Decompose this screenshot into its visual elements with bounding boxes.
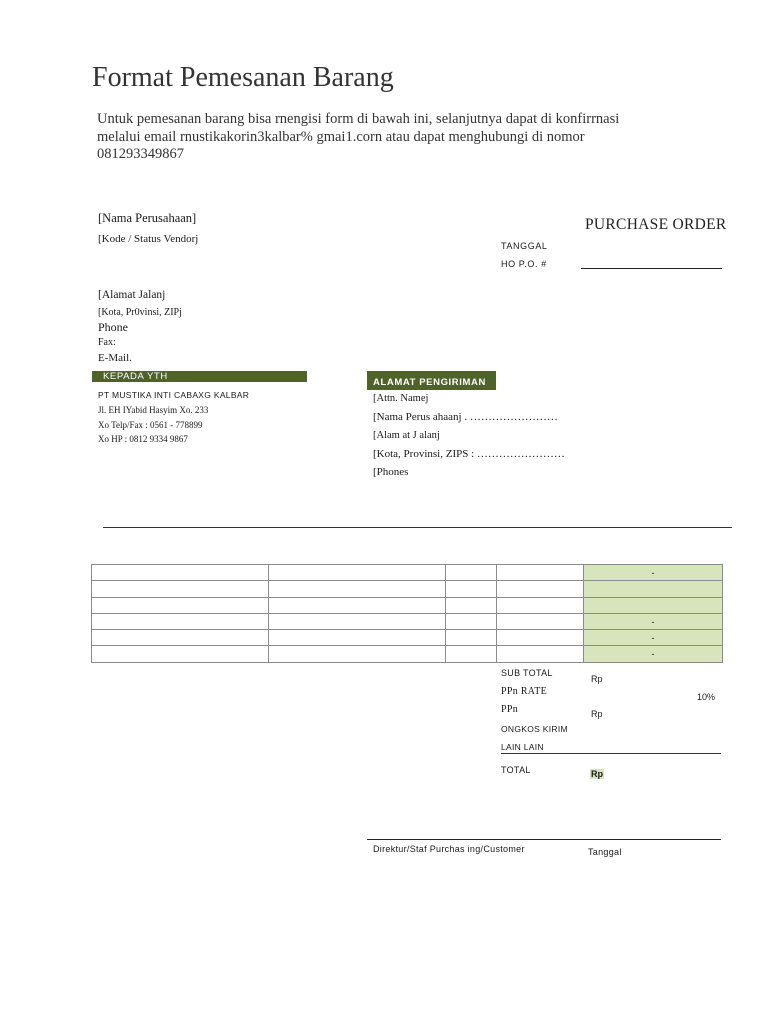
kepada-company: PT MUSTIKA INTI CABAXG KALBAR — [98, 390, 250, 400]
kepada-address: Jl. EH IYabid Hasyim Xo. 233 — [98, 405, 209, 415]
ppn-currency: Rp — [591, 709, 603, 719]
signature-line — [367, 839, 721, 840]
po-number-label: HO P.O. # — [501, 259, 547, 269]
row-total-cell: - — [584, 630, 723, 646]
row-total-cell: - — [584, 646, 723, 662]
row-total-cell: - — [584, 613, 723, 629]
vendor-code: [Kode / Status Vendorj — [98, 233, 199, 245]
po-number-line — [581, 268, 722, 269]
shipping-header: ALAMAT PENGIRIMAN — [367, 371, 496, 390]
vendor-street: [Alamat Jalanj — [98, 289, 166, 301]
item-cell[interactable] — [92, 613, 269, 629]
intro-line-1: Untuk pemesanan barang bisa rnengisi form di bawah ini, selanjutnya dapat di konfirrnasi — [97, 111, 620, 127]
vendor-company: [Nama Perusahaan] — [98, 211, 197, 225]
shipping-street: [Alam at J alanj — [373, 430, 440, 441]
item-cell[interactable] — [497, 565, 584, 581]
shipping-attn: [Attn. Namej — [373, 393, 429, 404]
vendor-phone: Phone — [98, 320, 128, 334]
other-cost-label: LAIN LAIN — [501, 742, 544, 752]
vendor-city: [Kota, Pr0vinsi, ZIPj — [98, 307, 182, 318]
intro-line-2: melalui email rnustikakorin3kalbar% gmai1.corn atau dapat menghubungi di nomor — [97, 128, 585, 145]
row-total-cell — [584, 581, 723, 597]
items-table — [91, 564, 723, 663]
intro-text — [97, 111, 697, 164]
intro-line-3: 081293349867 — [97, 146, 184, 162]
table-row — [92, 581, 723, 597]
kepada-header: KEPADA YTH — [92, 371, 307, 382]
vendor-email: E-Mail. — [98, 352, 132, 364]
vendor-fax: Fax: — [98, 337, 116, 348]
total-currency: Rp — [591, 769, 603, 779]
item-cell[interactable] — [92, 581, 269, 597]
subtotal-currency: Rp — [591, 674, 603, 684]
shipping-company: [Nama Perus ahaanj . …………………… — [373, 411, 558, 423]
item-cell[interactable] — [497, 597, 584, 613]
table-row — [92, 597, 723, 613]
item-cell[interactable] — [269, 646, 446, 662]
summary-divider — [501, 753, 721, 754]
ppn-label: PPn — [501, 704, 519, 715]
item-cell[interactable] — [92, 565, 269, 581]
item-cell[interactable] — [269, 597, 446, 613]
po-date-label: TANGGAL — [501, 241, 548, 251]
item-cell[interactable] — [497, 630, 584, 646]
signature-role-label: Direktur/Staf Purchas ing/Customer — [373, 844, 525, 854]
row-total-cell — [584, 597, 723, 613]
item-cell[interactable] — [269, 565, 446, 581]
page-title: Format Pemesanan Barang — [92, 62, 394, 93]
table-row — [92, 646, 723, 662]
item-cell[interactable] — [446, 646, 497, 662]
subtotal-label: SUB TOTAL — [501, 668, 553, 678]
item-cell[interactable] — [446, 630, 497, 646]
purchase-order-title: PURCHASE ORDER — [585, 216, 727, 233]
shipping-cost-label: ONGKOS KIRIM — [501, 724, 568, 734]
item-cell[interactable] — [446, 565, 497, 581]
kepada-telfax: Xo Telp/Fax : 0561 - 778899 — [98, 420, 203, 430]
table-row — [92, 613, 723, 629]
item-cell[interactable] — [269, 630, 446, 646]
row-total-cell: - — [584, 565, 723, 581]
item-cell[interactable] — [446, 597, 497, 613]
shipping-city: [Kota, Provinsi, ZIPS : …………………… — [373, 448, 565, 460]
item-cell[interactable] — [497, 646, 584, 662]
signature-date-label: Tanggal — [588, 847, 622, 857]
item-cell[interactable] — [269, 613, 446, 629]
item-cell[interactable] — [446, 581, 497, 597]
table-row — [92, 630, 723, 646]
item-cell[interactable] — [446, 613, 497, 629]
total-label: TOTAL — [501, 765, 531, 775]
kepada-hp: Xo HP : 0812 9334 9867 — [98, 434, 188, 444]
item-cell[interactable] — [92, 646, 269, 662]
item-cell[interactable] — [92, 597, 269, 613]
item-cell[interactable] — [269, 581, 446, 597]
item-cell[interactable] — [497, 613, 584, 629]
item-cell[interactable] — [497, 581, 584, 597]
shipping-phone: [Phones — [373, 466, 409, 478]
ppn-rate-value: 10% — [697, 692, 716, 702]
item-cell[interactable] — [92, 630, 269, 646]
table-row — [92, 565, 723, 581]
section-divider — [103, 527, 732, 528]
ppn-rate-label: PPn RATE — [501, 686, 548, 697]
